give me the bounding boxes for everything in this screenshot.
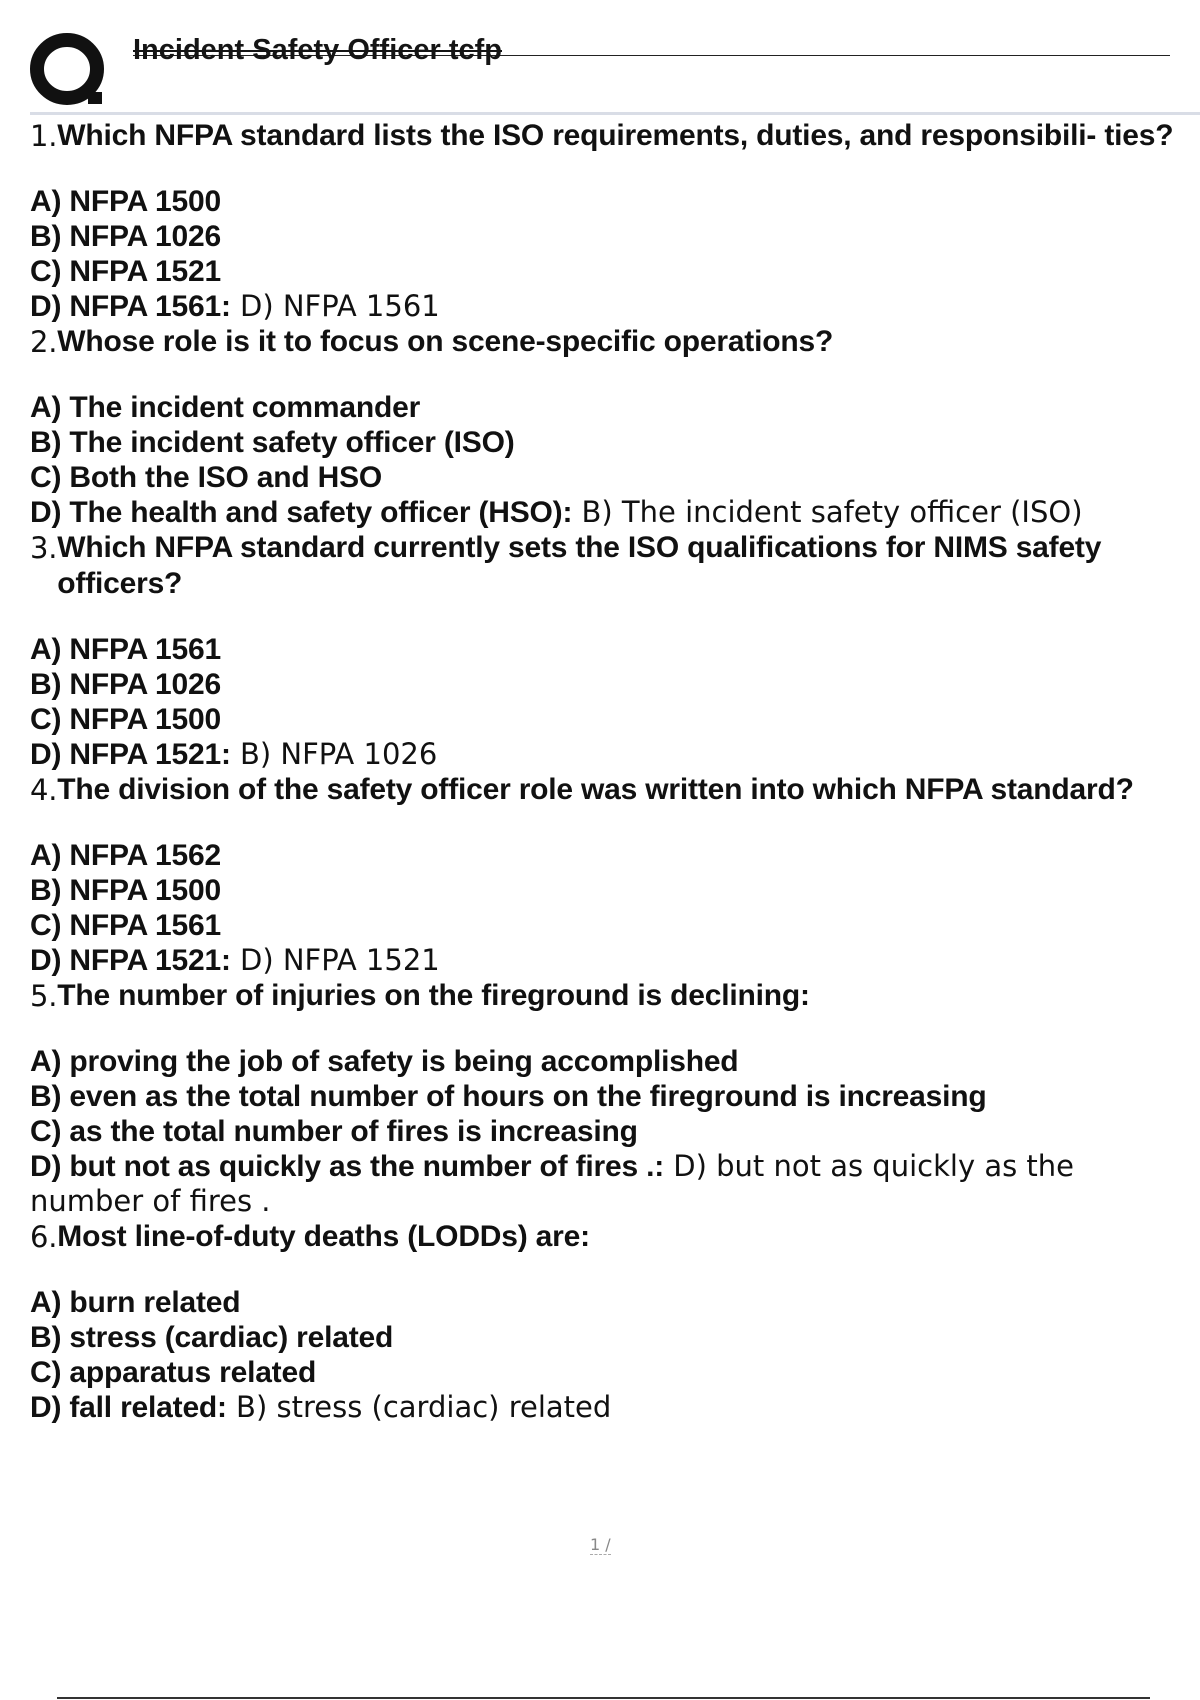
option-d [30, 1390, 1195, 1425]
question-text: Whose role is it to focus on scene-specific operations? [57, 325, 834, 358]
question-text: The division of the safety officer role was written into which NFPA standard? [57, 773, 1134, 806]
option-d [30, 943, 1195, 978]
question-6 [30, 1219, 1195, 1425]
answer-options [30, 838, 1195, 978]
option-a: A) The incident commander [30, 391, 421, 424]
quizlet-logo-icon [30, 32, 112, 110]
question-text: Most line-of-duty deaths (LODDs) are: [57, 1220, 590, 1253]
option-d-label: D) NFPA 1521: [30, 944, 231, 977]
option-d [30, 495, 1195, 530]
answer-options [30, 632, 1195, 772]
option-b: B) NFPA 1026 [30, 668, 221, 701]
option-b: B) The incident safety officer (ISO) [30, 426, 515, 459]
question-text: Which NFPA standard lists the ISO requirements, duties, and responsibili- ties? [57, 119, 1174, 152]
answer-options [30, 1285, 1195, 1425]
question-4 [30, 772, 1195, 978]
answer-options [30, 184, 1195, 324]
question-1 [30, 118, 1195, 324]
correct-answer: D) but not as quickly as the number of fires . [30, 1149, 1075, 1218]
answer-options [30, 390, 1195, 530]
question-number: 4. [30, 773, 58, 807]
correct-answer: D) NFPA 1521 [230, 943, 440, 977]
option-c: C) Both the ISO and HSO [30, 461, 383, 494]
option-d [30, 737, 1195, 772]
option-a: A) proving the job of safety is being accomplished [30, 1045, 739, 1078]
question-list [30, 118, 1195, 1425]
correct-answer: B) stress (cardiac) related [226, 1390, 612, 1424]
option-b: B) stress (cardiac) related [30, 1321, 394, 1354]
option-d-label: D) NFPA 1521: [30, 738, 231, 771]
page-number: 1 / [590, 1535, 611, 1554]
option-a: A) burn related [30, 1286, 241, 1319]
option-c: C) NFPA 1561 [30, 909, 221, 942]
option-c: C) apparatus related [30, 1356, 317, 1389]
correct-answer: B) NFPA 1026 [230, 737, 438, 771]
question-5 [30, 978, 1195, 1219]
option-c: C) NFPA 1500 [30, 703, 221, 736]
question-number: 5. [30, 979, 58, 1013]
option-d [30, 1149, 1195, 1219]
option-a: A) NFPA 1562 [30, 839, 221, 872]
option-d [30, 289, 1195, 324]
question-number: 1. [30, 119, 58, 153]
option-a: A) NFPA 1500 [30, 185, 221, 218]
option-c: C) NFPA 1521 [30, 255, 221, 288]
document-title: Incident Safety Officer tcfp [133, 34, 503, 66]
option-c: C) as the total number of fires is increasing [30, 1115, 638, 1148]
question-text: The number of injuries on the fireground is declining: [57, 979, 810, 1012]
footer-divider [57, 1697, 1150, 1699]
correct-answer: B) The incident safety officer (ISO) [572, 495, 1083, 529]
option-b: B) NFPA 1500 [30, 874, 221, 907]
option-d-label: D) fall related: [30, 1391, 227, 1424]
option-d-label: D) but not as quickly as the number of fires .: [30, 1150, 665, 1183]
option-b: B) NFPA 1026 [30, 220, 221, 253]
question-text: Which NFPA standard currently sets the ISO qualifications for NIMS safety officers? [57, 531, 1102, 600]
question-number: 3. [30, 531, 58, 565]
question-2 [30, 324, 1195, 530]
correct-answer: D) NFPA 1561 [230, 289, 440, 323]
question-number: 2. [30, 325, 58, 359]
header-divider [30, 112, 1200, 115]
question-3 [30, 530, 1195, 772]
option-a: A) NFPA 1561 [30, 633, 221, 666]
page-header [30, 30, 1190, 116]
option-b: B) even as the total number of hours on the fireground is increasing [30, 1080, 987, 1113]
option-d-label: D) The health and safety officer (HSO): [30, 496, 573, 529]
question-number: 6. [30, 1220, 58, 1254]
answer-options [30, 1044, 1195, 1219]
option-d-label: D) NFPA 1561: [30, 290, 231, 323]
